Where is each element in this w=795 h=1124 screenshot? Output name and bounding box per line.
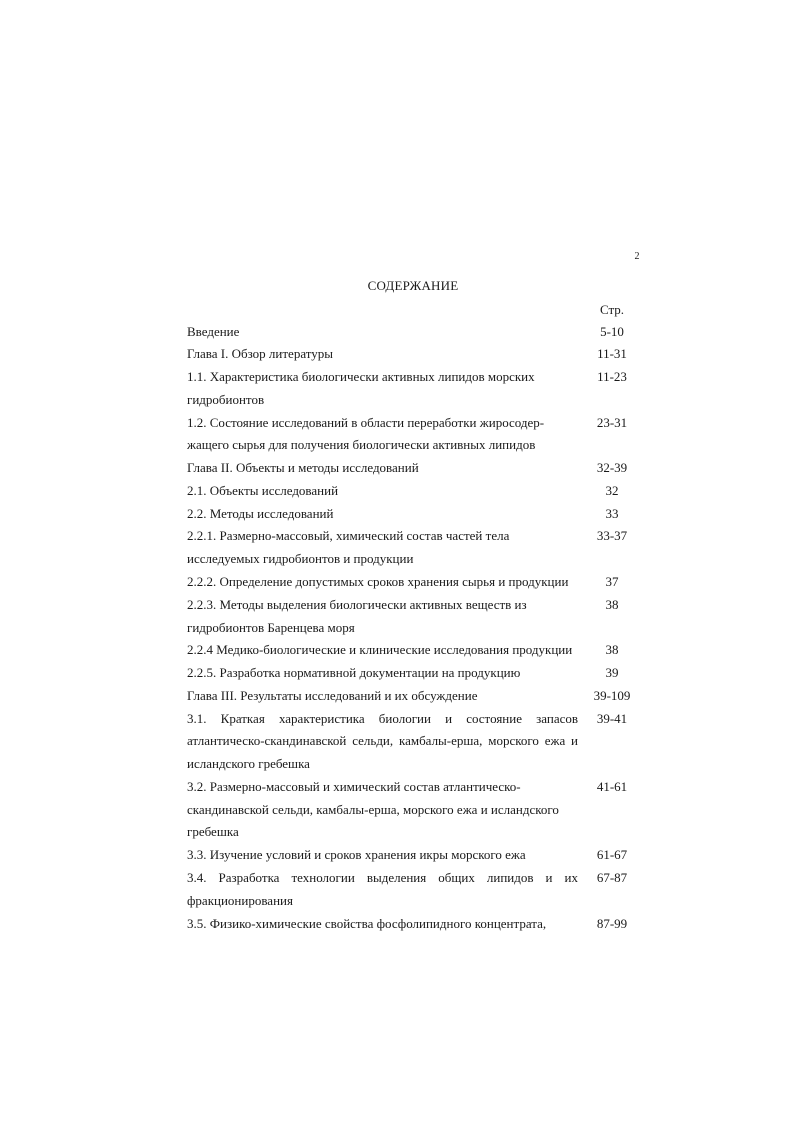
toc-entry-text: 3.2. Размерно-массовый и химический состав атлантическо- bbox=[187, 778, 521, 794]
toc-entry bbox=[187, 321, 647, 344]
page-number: 2 bbox=[634, 251, 640, 262]
toc-entry-text: гидробионтов Баренцева моря bbox=[187, 619, 355, 635]
toc-entry-pages: 33-37 bbox=[596, 528, 628, 544]
toc-entry-pages: 32-39 bbox=[596, 460, 628, 476]
toc-entry-text: 3.4. Разработка технологии выделения общих липидов и их bbox=[187, 869, 578, 885]
toc-entry bbox=[187, 708, 647, 776]
toc-entry-pages: 41-61 bbox=[596, 778, 628, 794]
toc-entry-text: гидробионтов bbox=[187, 391, 265, 407]
page-column-header: Стр. bbox=[599, 302, 625, 317]
toc-entry-text: 3.1. Краткая характеристика биологии и состояние запасов bbox=[187, 710, 578, 726]
page-title: СОДЕРЖАНИЕ bbox=[367, 278, 459, 293]
toc-entry-text: жащего сырья для получения биологически активных липидов bbox=[187, 437, 536, 453]
toc-entry-pages: 39-109 bbox=[593, 687, 631, 703]
toc-entry bbox=[187, 503, 647, 526]
toc-entry-text: 3.3. Изучение условий и сроков хранения икры морского ежа bbox=[187, 847, 526, 863]
toc-entry-text: 2.2.1. Размерно-массовый, химический состав частей тела bbox=[187, 528, 510, 544]
toc-entry bbox=[187, 662, 647, 685]
toc-entry-text: 2.1. Объекты исследований bbox=[187, 482, 339, 498]
toc-entry-pages: 67-87 bbox=[596, 869, 628, 885]
toc-entry-pages: 33 bbox=[605, 505, 619, 521]
toc-entry-text: исландского гребешка bbox=[187, 756, 310, 772]
toc-entry bbox=[187, 594, 647, 640]
toc-entry-pages: 23-31 bbox=[596, 414, 628, 430]
table-of-contents bbox=[187, 321, 647, 936]
toc-entry-pages: 39 bbox=[605, 665, 619, 681]
toc-entry bbox=[187, 457, 647, 480]
toc-entry-pages: 32 bbox=[605, 482, 619, 498]
toc-entry bbox=[187, 343, 647, 366]
toc-entry-text: 1.1. Характеристика биологически активных липидов морских bbox=[187, 369, 535, 385]
toc-entry bbox=[187, 867, 647, 913]
toc-entry-text: 2.2.5. Разработка нормативной документации на продукцию bbox=[187, 665, 521, 681]
toc-entry bbox=[187, 571, 647, 594]
toc-entry-text: 3.5. Физико-химические свойства фосфолипидного концентрата, bbox=[187, 915, 547, 931]
toc-entry-pages: 38 bbox=[605, 596, 619, 612]
toc-entry bbox=[187, 776, 647, 844]
toc-entry-text: 2.2.2. Определение допустимых сроков хранения сырья и продукции bbox=[187, 574, 569, 590]
toc-entry-text: Глава III. Результаты исследований и их обсуждение bbox=[187, 687, 478, 703]
toc-entry-text: Глава II. Объекты и методы исследований bbox=[187, 460, 419, 476]
toc-entry-pages: 37 bbox=[605, 574, 619, 590]
toc-entry bbox=[187, 639, 647, 662]
toc-entry-text: Глава I. Обзор литературы bbox=[187, 346, 333, 362]
toc-entry-text: атлантическо-скандинавской сельди, камбалы-ерша, морского ежа и bbox=[187, 733, 578, 749]
toc-entry bbox=[187, 913, 647, 936]
toc-entry-pages: 5-10 bbox=[600, 323, 624, 339]
toc-entry bbox=[187, 412, 647, 458]
toc-entry-text: 2.2.4 Медико-биологические и клинические исследования продукции bbox=[187, 642, 573, 658]
toc-entry-pages: 11-23 bbox=[597, 369, 627, 385]
toc-entry bbox=[187, 685, 647, 708]
toc-entry-text: фракционирования bbox=[187, 892, 293, 908]
toc-entry bbox=[187, 480, 647, 503]
toc-entry-text: 2.2. Методы исследований bbox=[187, 505, 334, 521]
toc-entry-pages: 11-31 bbox=[597, 346, 627, 362]
toc-entry-text: скандинавской сельди, камбалы-ерша, морского ежа и исландского bbox=[187, 801, 559, 817]
toc-entry-pages: 38 bbox=[605, 642, 619, 658]
toc-entry-text: исследуемых гидробионтов и продукции bbox=[187, 551, 414, 567]
toc-entry-text: Введение bbox=[187, 323, 240, 339]
toc-entry-pages: 39-41 bbox=[596, 710, 628, 726]
toc-entry bbox=[187, 525, 647, 571]
toc-entry-text: 2.2.3. Методы выделения биологически активных веществ из bbox=[187, 596, 527, 612]
toc-entry bbox=[187, 366, 647, 412]
toc-entry-text: 1.2. Состояние исследований в области переработки жиросодер- bbox=[187, 414, 545, 430]
toc-entry-pages: 61-67 bbox=[596, 847, 628, 863]
toc-entry-pages: 87-99 bbox=[596, 915, 628, 931]
toc-entry-text: гребешка bbox=[187, 824, 239, 840]
toc-entry bbox=[187, 844, 647, 867]
